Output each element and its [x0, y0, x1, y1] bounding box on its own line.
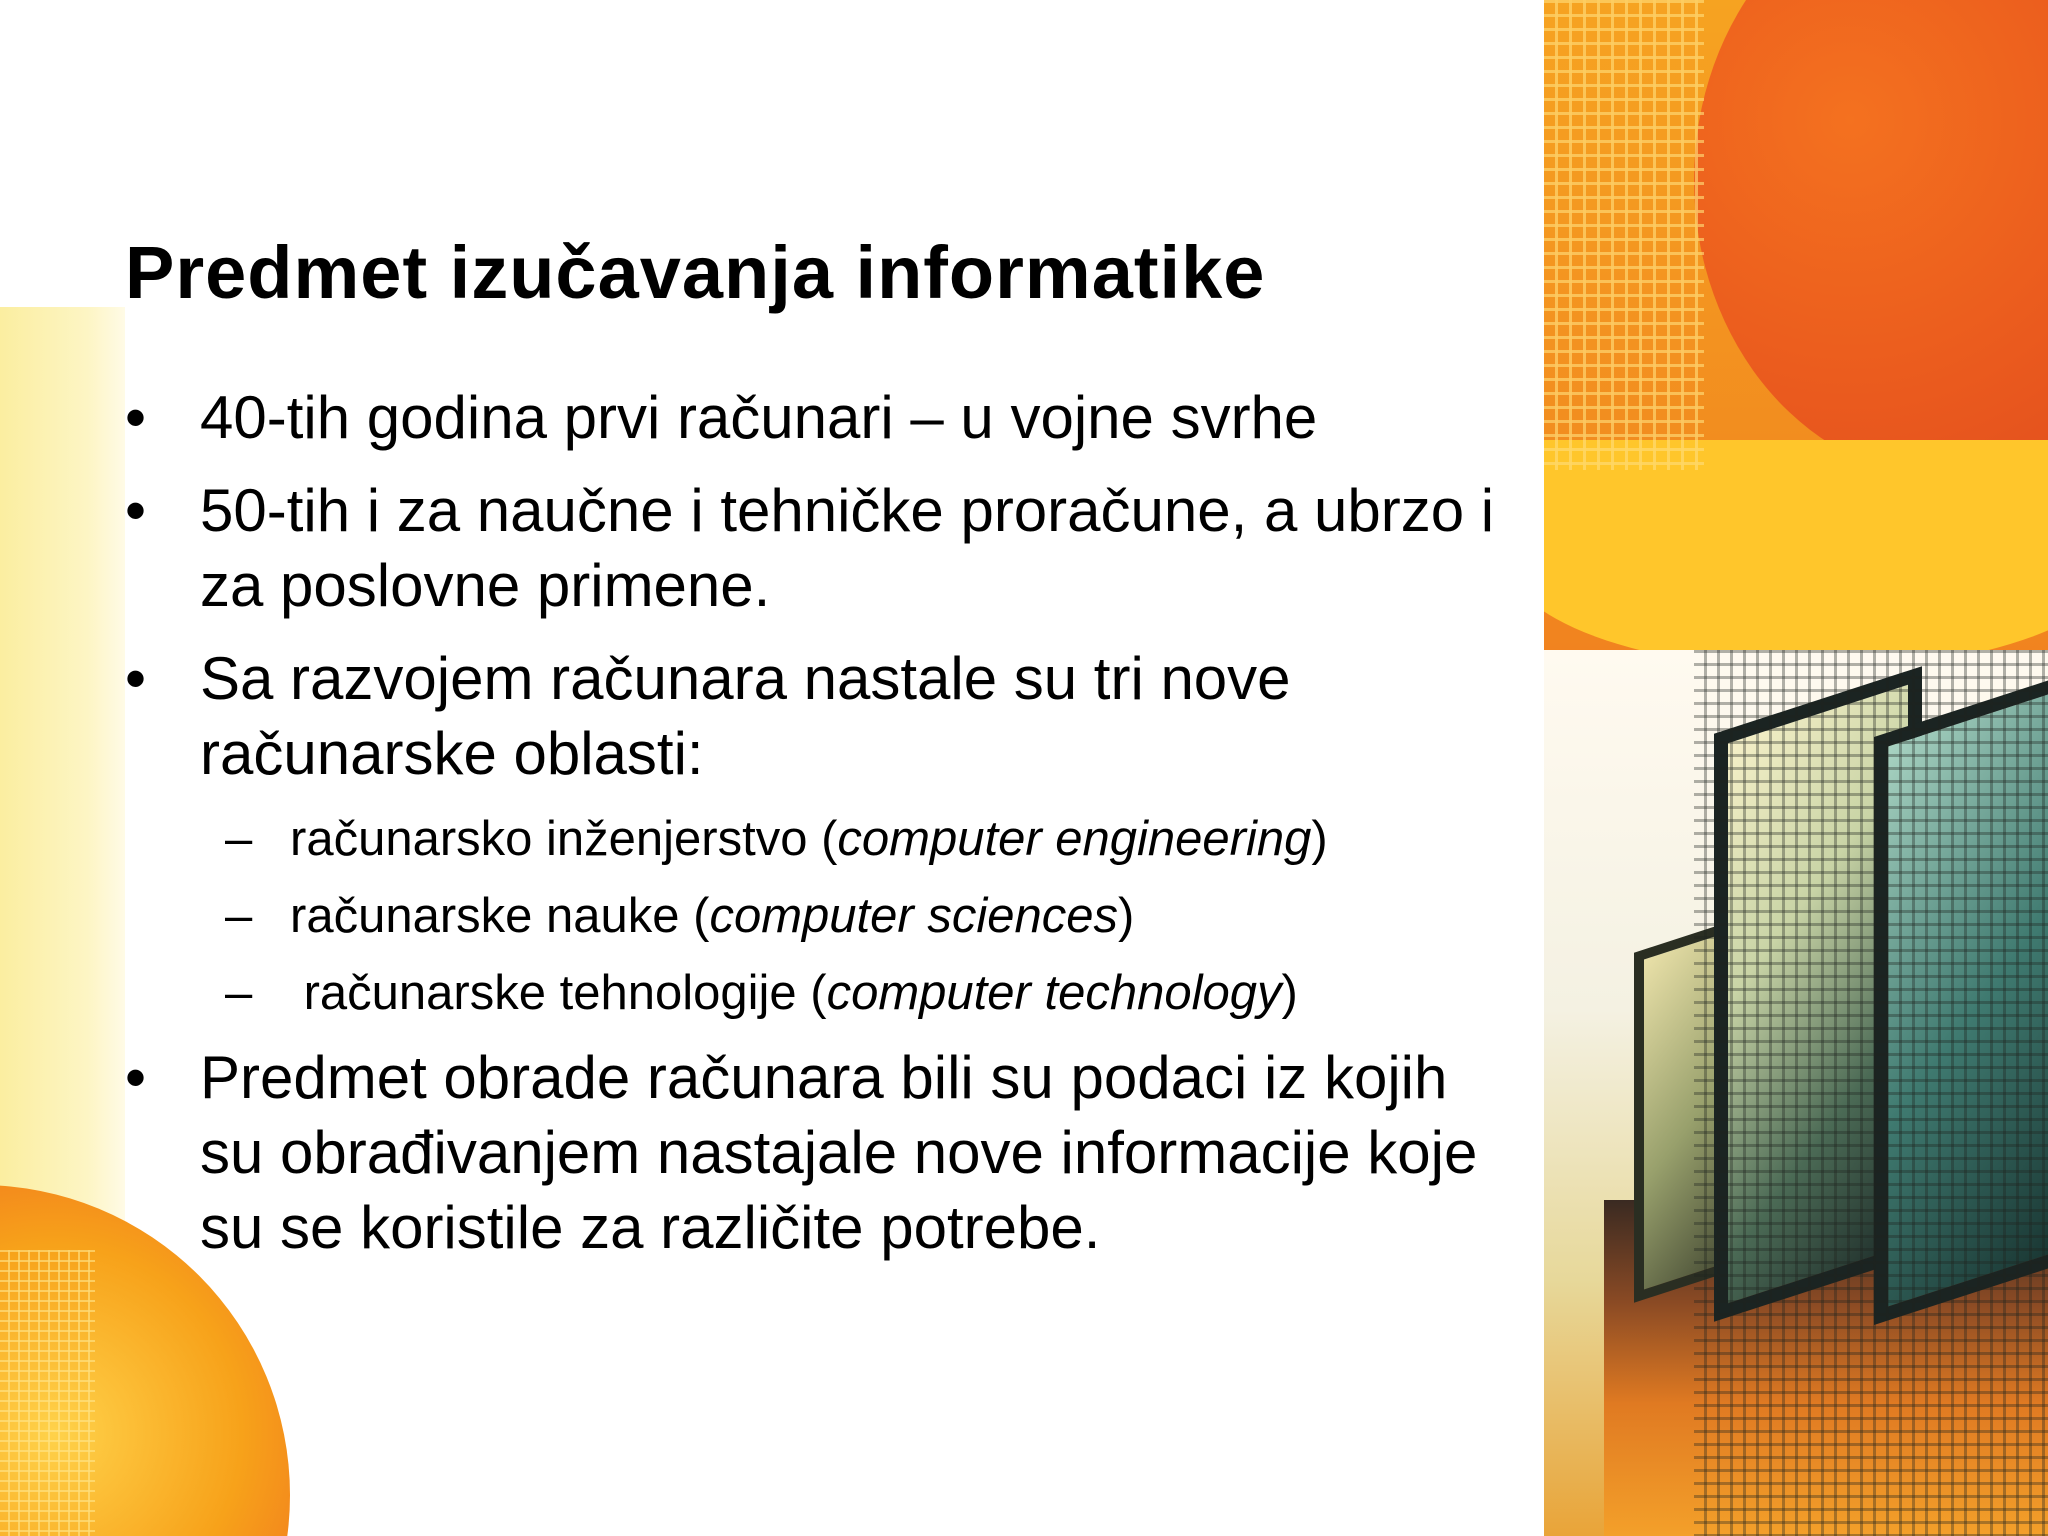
sub-bullet-marker: – [225, 966, 253, 1020]
pixel-grid-decoration-top [1544, 0, 1704, 470]
bullet-marker: • [125, 477, 147, 544]
sub-bullet-close: ) [1311, 812, 1328, 866]
sub-bullet-close: ) [1117, 889, 1135, 943]
sub-bullet-italic: computer sciences [709, 889, 1118, 943]
sub-bullet-italic: computer engineering [837, 812, 1312, 866]
bullet-marker: • [125, 1044, 147, 1111]
bullet-item [125, 641, 1525, 791]
bullet-marker: • [125, 384, 147, 451]
bullet-text: 40-tih godina prvi računari – u vojne svrhe [200, 384, 1318, 451]
right-decorative-panel [1544, 0, 2048, 1536]
sub-bullet-text: računarsko inženjerstvo ( [290, 812, 838, 866]
sub-bullet-text: računarske nauke ( [290, 889, 710, 943]
sub-bullet-item [125, 809, 1525, 870]
bullet-item [125, 380, 1525, 455]
slide-content [125, 380, 1525, 1283]
sub-bullet-italic: computer technology [826, 966, 1282, 1020]
sub-bullet-item [125, 963, 1525, 1024]
bullet-item [125, 473, 1525, 623]
orange-circle-decoration [1694, 0, 2048, 480]
pixel-grid-decoration [0, 1250, 95, 1536]
pixel-dots-overlay [1694, 650, 2048, 1536]
sub-bullet-item [125, 886, 1525, 947]
bullet-text: 50-tih i za naučne i tehničke proračune, a ubrzo i za poslovne primene. [200, 477, 1495, 619]
sub-bullet-marker: – [225, 812, 253, 866]
bullet-text: Predmet obrade računara bili su podaci iz kojih su obrađivanjem nastajale nove informacije koje su se koristile za različite potrebe. [200, 1044, 1478, 1261]
slide-title: Predmet izučavanja informatike [125, 231, 1266, 314]
bullet-text: Sa razvojem računara nastale su tri nove računarske oblasti: [200, 645, 1291, 787]
sub-bullet-close: ) [1281, 966, 1298, 1020]
yellow-curve-decoration [1544, 440, 2048, 670]
sub-bullet-text: računarske tehnologije ( [290, 966, 827, 1020]
bullet-marker: • [125, 645, 147, 712]
bullet-item [125, 1040, 1525, 1265]
sub-bullet-list [125, 809, 1525, 1024]
sub-bullet-marker: – [225, 889, 253, 943]
